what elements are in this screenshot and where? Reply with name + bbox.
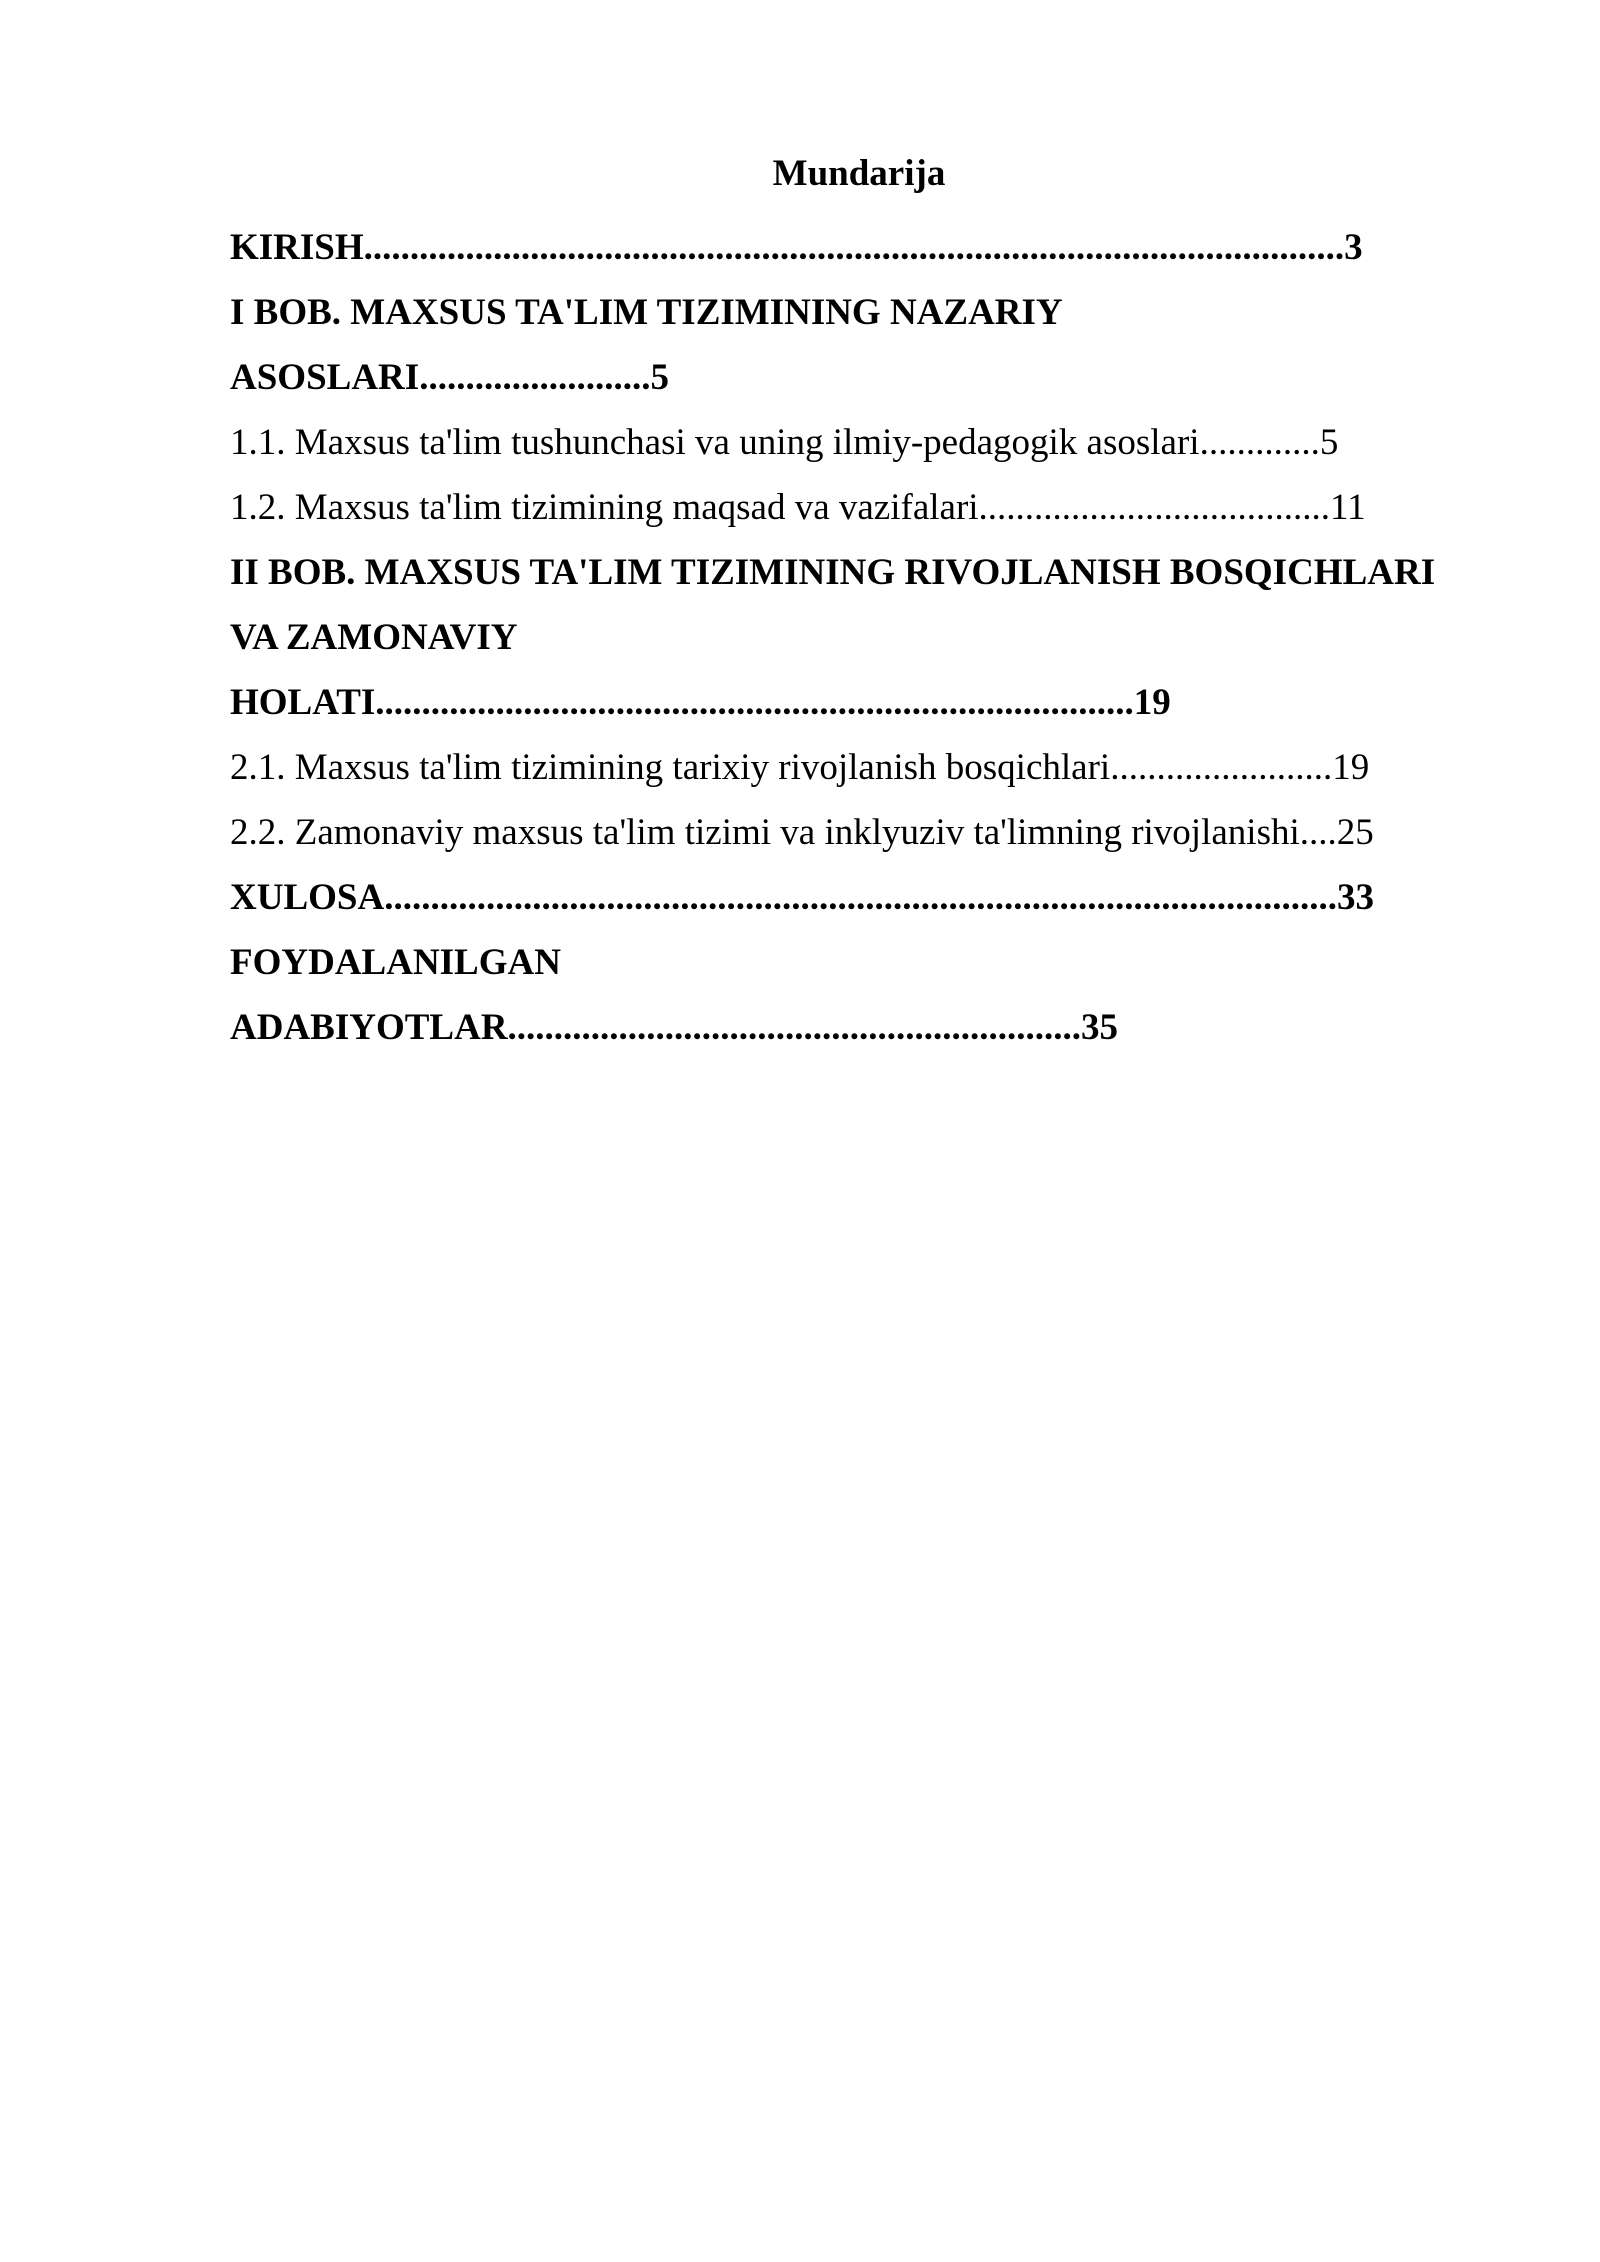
toc-entry-leader: ......................... <box>419 357 651 398</box>
toc-entry-page: 3 <box>1344 227 1363 268</box>
toc-entry-leader: ........................ <box>1110 747 1333 788</box>
toc-entry-text: II BOB. MAXSUS TA'LIM TIZIMINING RIVOJLANISH BOSQICHLARI <box>230 552 1436 593</box>
toc-entry-text: ASOSLARI <box>230 357 420 398</box>
toc-entry-page: 11 <box>1330 487 1366 528</box>
toc-entry-text: 2.1. Maxsus ta'lim tizimining tarixiy rivojlanish bosqichlari <box>230 747 1111 788</box>
toc-entry-text: 2.2. Zamonaviy maxsus ta'lim tizimi va inklyuziv ta'limning rivojlanishi <box>230 812 1300 853</box>
toc-entry-leader: .... <box>1299 812 1337 853</box>
toc-entry-leader: .............................................................. <box>507 1007 1082 1048</box>
toc-entry-text: XULOSA <box>230 877 385 918</box>
toc-entry <box>230 800 1530 865</box>
toc-entry-text: ADABIYOTLAR <box>230 1007 508 1048</box>
toc-entry-page: 25 <box>1336 812 1374 853</box>
toc-entry <box>230 670 1530 735</box>
toc-entry-page: 33 <box>1336 877 1374 918</box>
toc-entry-leader: .......................................................................................................... <box>363 227 1345 268</box>
toc-entry-text: 1.1. Maxsus ta'lim tushunchasi va uning ilmiy-pedagogik asoslari <box>230 422 1200 463</box>
toc-entry <box>230 280 1530 345</box>
toc-entry <box>230 215 1530 280</box>
toc-entry-page: 5 <box>650 357 669 398</box>
toc-entry-text: I BOB. MAXSUS TA'LIM TIZIMINING NAZARIY <box>230 292 1063 333</box>
toc-entry <box>230 995 1530 1060</box>
toc-entry <box>230 605 1530 670</box>
toc-entry <box>230 540 1530 605</box>
toc-entry-text: VA ZAMONAVIY <box>230 617 518 658</box>
toc-entry-page: 5 <box>1319 422 1339 463</box>
toc-entry <box>230 345 1530 410</box>
toc-title: Mundarija <box>772 153 946 194</box>
toc-entry-leader: ............. <box>1199 422 1320 463</box>
toc-entry-page: 19 <box>1133 682 1171 723</box>
toc-entry-text: 1.2. Maxsus ta'lim tizimining maqsad va vazifalari <box>230 487 979 528</box>
toc-entry <box>230 930 1530 995</box>
toc-entry <box>230 735 1530 800</box>
toc-entry <box>230 475 1530 540</box>
toc-entry-leader: .................................................................................. <box>375 682 1134 723</box>
toc-entry-leader: ...................................... <box>978 487 1331 528</box>
table-of-contents <box>230 215 1530 1060</box>
toc-entry <box>230 410 1530 475</box>
toc-entry-text: FOYDALANILGAN <box>230 942 561 983</box>
toc-entry-text: KIRISH <box>230 227 364 268</box>
toc-entry-page: 35 <box>1081 1007 1119 1048</box>
toc-entry-text: HOLATI <box>230 682 376 723</box>
toc-entry-page: 19 <box>1332 747 1370 788</box>
toc-entry-leader: ....................................................................................................... <box>384 877 1337 918</box>
toc-entry <box>230 865 1530 930</box>
